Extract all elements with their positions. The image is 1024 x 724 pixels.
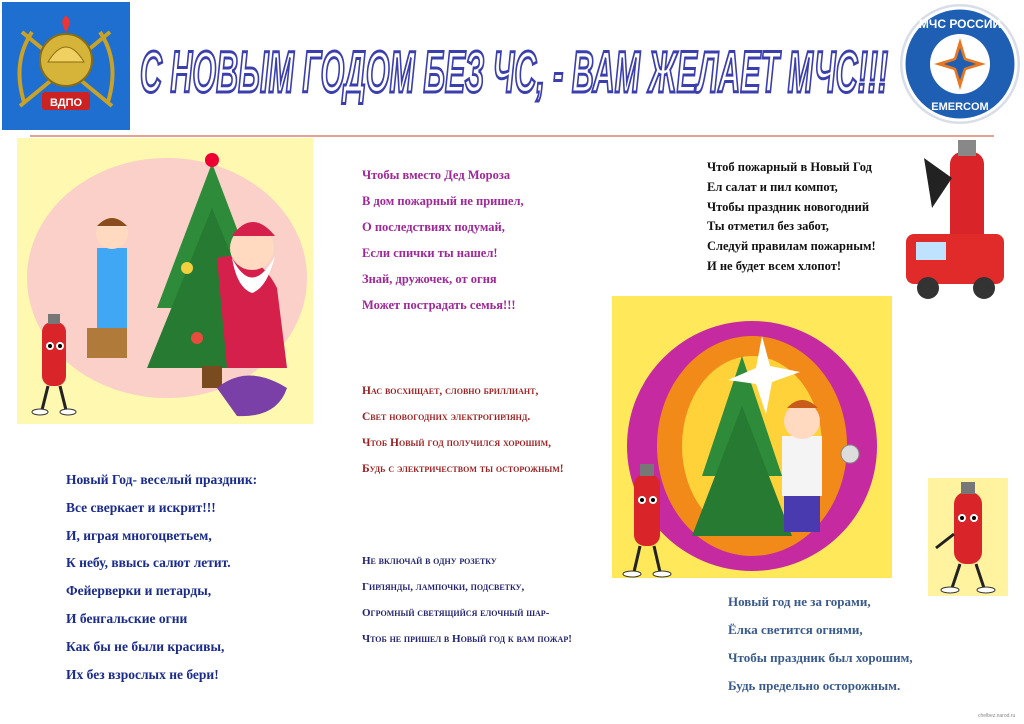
poem-line: Следуй правилам пожарным! (707, 239, 876, 254)
poem-line: Новый Год- веселый праздник: (66, 472, 258, 487)
poem-line: К небу, ввысь салют летит. (66, 555, 231, 571)
poem-line: Чтобы праздник был хорошим, (728, 650, 913, 665)
extinguisher-mascot-icon (928, 478, 1008, 596)
poem-line: Новый год не за горами, (728, 594, 871, 609)
poem-line: Гирлянды, лампочки, подсветку, (362, 581, 525, 593)
poem-line: Не включай в одну розетку (362, 555, 497, 567)
page-title (134, 6, 894, 124)
poem-line: Фейерверки и петарды, (66, 583, 212, 599)
poem-line: Чтоб пожарный в Новый Год (707, 160, 872, 174)
poem-socket (362, 548, 572, 652)
vdpo-emblem-icon (2, 2, 130, 130)
watermark: chelbez.narod.ru (978, 713, 1016, 719)
fire-extinguisher-and-fire-truck-illustration (904, 138, 1008, 302)
poem-line: О последствиях подумай, (362, 220, 505, 234)
poem-line: Чтоб не пришел в Новый год к вам пожар! (362, 633, 572, 645)
poem-line: Ты отметил без забот, (707, 219, 829, 234)
mchs-emblem-bottom-text: EMERCOM (931, 101, 989, 113)
poem-line: Ел салат и пил компот, (707, 179, 838, 194)
extinguisher-mascot-icon (620, 462, 676, 580)
poem-tree-lights (728, 588, 913, 700)
mchs-emblem-top-text: МЧС РОССИИ (918, 17, 1002, 31)
poem-line: Чтоб Новый год получился хорошим, (362, 437, 552, 449)
poem-line: Огромный светящийся елочный шар- (362, 607, 550, 619)
mchs-emblem-icon (898, 2, 1022, 126)
poem-fireworks (66, 466, 257, 688)
poem-line: Свет новогодних электрогирлянд. (362, 411, 531, 423)
poem-line: Нас восхищает, словно бриллиант, (362, 385, 539, 397)
poem-line: И не будет всем хлопот! (707, 258, 841, 273)
poem-line: И бенгальские огни (66, 610, 188, 626)
vdpo-emblem-text: ВДПО (49, 97, 83, 109)
extinguisher-mascot-icon (30, 312, 80, 416)
poem-line: Знай, дружочек, от огня (362, 272, 497, 286)
poem-line: Если спички ты нашел! (362, 246, 498, 260)
poem-line: Ёлка светится огнями, (728, 622, 863, 637)
poem-line: Чтобы вместо Дед Мороза (362, 168, 511, 182)
poem-line: И, играя многоцветьем, (66, 527, 212, 543)
poem-line: Чтобы праздник новогодний (707, 199, 870, 214)
page-title-text: С НОВЫМ ГОДОМ БЕЗ ЧС, - ВАМ ЖЕЛАЕТ МЧС!!! (140, 40, 888, 105)
poem-line: Может пострадать семья!!! (362, 298, 516, 312)
poem-line: Все сверкает и искрит!!! (66, 499, 216, 515)
poem-matches (362, 162, 524, 318)
poem-fireman (707, 158, 876, 277)
poem-garlands (362, 378, 564, 482)
header-divider (30, 135, 994, 137)
poem-line: Как бы не были красивы, (66, 638, 225, 654)
poem-line: Будь предельно осторожным. (728, 678, 901, 693)
poem-line: Их без взрослых не бери! (66, 666, 219, 682)
poem-line: Будь с электричеством ты осторожным! (362, 463, 564, 475)
poem-line: В дом пожарный не пришел, (362, 194, 524, 208)
